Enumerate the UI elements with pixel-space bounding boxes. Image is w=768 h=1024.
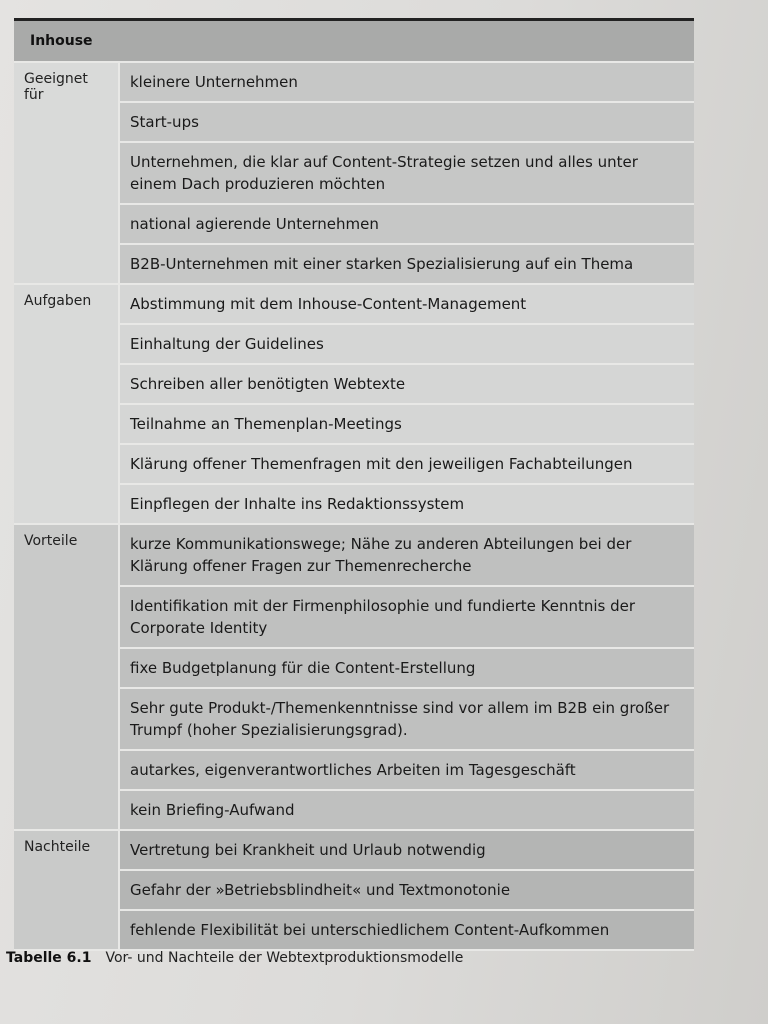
table-cell: Start-ups — [120, 103, 694, 143]
table-cell: fixe Budgetplanung für die Content-Erstellung — [120, 649, 694, 689]
table-group-advantages — [14, 525, 694, 831]
table-cell: Abstimmung mit dem Inhouse-Content-Management — [120, 285, 694, 325]
table-group-tasks — [14, 285, 694, 525]
table-cell: kurze Kommunikationswege; Nähe zu anderen Abteilungen bei der Klärung offener Fragen zur Themenrecherche — [120, 525, 694, 587]
table-cell: kleinere Unternehmen — [120, 63, 694, 103]
group-cells — [118, 831, 694, 949]
table-header-title: Inhouse — [30, 33, 93, 49]
table-header — [14, 21, 694, 63]
table-cell: Einpflegen der Inhalte ins Redaktionssystem — [120, 485, 694, 523]
table-cell: Einhaltung der Guidelines — [120, 325, 694, 365]
table-group-suitable-for — [14, 63, 694, 285]
table-cell: fehlende Flexibilität bei unterschiedlichem Content-Aufkommen — [120, 911, 694, 949]
table-caption — [6, 950, 463, 966]
table-cell: Schreiben aller benötigten Webtexte — [120, 365, 694, 405]
group-label: Vorteile — [14, 525, 118, 829]
table-cell: B2B-Unternehmen mit einer starken Spezialisierung auf ein Thema — [120, 245, 694, 283]
table-group-disadvantages — [14, 831, 694, 951]
group-cells — [118, 525, 694, 829]
table-cell: national agierende Unternehmen — [120, 205, 694, 245]
table-cell: Gefahr der »Betriebsblindheit« und Textmonotonie — [120, 871, 694, 911]
group-label: Geeignet für — [14, 63, 118, 283]
group-cells — [118, 285, 694, 523]
group-label: Aufgaben — [14, 285, 118, 523]
table-cell: Klärung offener Themenfragen mit den jeweiligen Fachabteilungen — [120, 445, 694, 485]
table-cell: kein Briefing-Aufwand — [120, 791, 694, 829]
table-cell: Vertretung bei Krankheit und Urlaub notwendig — [120, 831, 694, 871]
comparison-table — [14, 18, 694, 951]
caption-number: Tabelle 6.1 — [6, 950, 92, 966]
table-cell: Identifikation mit der Firmenphilosophie und fundierte Kenntnis der Corporate Identity — [120, 587, 694, 649]
group-label: Nachteile — [14, 831, 118, 949]
table-cell: autarkes, eigenverantwortliches Arbeiten im Tagesgeschäft — [120, 751, 694, 791]
group-cells — [118, 63, 694, 283]
table-cell: Unternehmen, die klar auf Content-Strategie setzen und alles unter einem Dach produzieren möchten — [120, 143, 694, 205]
table-cell: Teilnahme an Themenplan-Meetings — [120, 405, 694, 445]
caption-text: Vor- und Nachteile der Webtextproduktionsmodelle — [105, 950, 464, 966]
table-cell: Sehr gute Produkt-/Themenkenntnisse sind vor allem im B2B ein großer Trumpf (hoher Spezialisierungsgrad). — [120, 689, 694, 751]
